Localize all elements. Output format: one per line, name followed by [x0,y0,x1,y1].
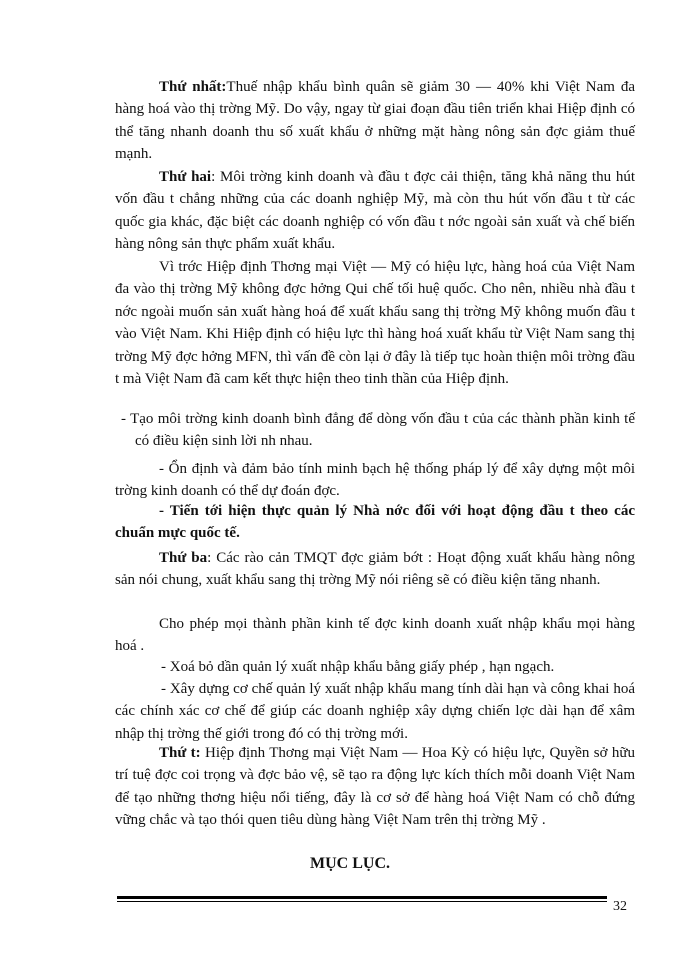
bullet-xoa-bo: - Xoá bỏ dần quản lý xuất nhập khẩu bằng giấy phép , hạn ngạch. [161,659,555,675]
section-heading: MỤC LỤC. [310,855,390,872]
paragraph-text: Thuế nhập khẩu bình quân sẽ giảm 30 — 40% khi Việt Nam đa hàng hoá vào thị trờng Mỹ. Do vậy, ngay từ giai đoạn đầu tiên triển khai Hiệp định có thể tăng nhanh doanh thu số xuất khẩu ở những mặt hàng nông sản đợc giảm thuế mạnh. [115,79,635,163]
bullet-moi-truong: - Tạo môi trờng kinh doanh bình đẳng để dòng vốn đầu t của các thành phần kinh tế có điều kiện sinh lời nh nhau. [121,411,635,450]
paragraph-thu-tu [115,742,635,832]
bullet-on-dinh: - Ổn định và đảm bảo tính minh bạch hệ thống pháp lý để xây dựng một môi trờng kinh doanh có thể dự đoán đợc. [115,461,635,500]
footer-rule-thin [117,901,607,902]
paragraph-cho-phep: Cho phép mọi thành phần kinh tế đợc kinh doanh xuất nhập khẩu mọi hàng hoá . [115,616,635,655]
paragraph-text: Hiệp định Thơng mại Việt Nam — Hoa Kỳ có hiệu lực, Quyền sở hữu trí tuệ đợc coi trọng và đợc bảo vệ, sẽ tạo ra động lực kích thích mỗi doanh Việt Nam để tạo những thơng hiệu nổi tiếng, đây là cơ sở để hàng hoá Việt Nam có chỗ đứng vững chắc và tạo thói quen tiêu dùng hàng Việt Nam trên thị trờng Mỹ . [115,745,635,829]
bullet-tien-toi: - Tiến tới hiện thực quản lý Nhà nớc đối với hoạt động đầu t theo các chuẩn mực quốc tế. [115,503,635,542]
paragraph-lead: Thứ t: [159,745,201,761]
footer-rule-thick [117,896,607,899]
paragraph-mfn: Vì trớc Hiệp định Thơng mại Việt — Mỹ có hiệu lực, hàng hoá của Việt Nam đa vào thị trờng Mỹ không đợc hởng Qui chế tối huệ quốc. Cho nên, nhiều nhà đầu t nớc ngoài muốn sản xuất hàng hoá để xuất khẩu sang thị trờng Mỹ không muốn đầu t vào Việt Nam. Khi Hiệp định có hiệu lực thì hàng hoá xuất khẩu từ Việt Nam sang thị trờng Mỹ đợc hởng MFN, thì vấn đề còn lại ở đây là tiếp tục hoàn thiện môi trờng đầu t mà Việt Nam đã cam kết thực hiện theo tinh thần của Hiệp định. [115,259,635,388]
paragraph-thu-ba [115,547,635,592]
paragraph-thu-nhat [115,76,635,166]
bullet-xay-dung: - Xây dựng cơ chế quản lý xuất nhập khẩu mang tính dài hạn và công khai hoá các chính xác cơ chế để giúp các doanh nghiệp xây dựng chiến lợc dài hạn để xâm nhập thị trờng thế giới trong đó có thị trờng mới. [115,681,635,742]
paragraph-lead: Thứ nhất: [159,79,227,95]
paragraph-thu-hai [115,166,635,256]
paragraph-text: : Các rào cản TMQT đợc giảm bớt : Hoạt động xuất khẩu hàng nông sản nói chung, xuất khẩu sang thị trờng Mỹ nói riêng sẽ có điều kiện tăng nhanh. [115,550,635,589]
paragraph-lead: Thứ ba [159,550,208,566]
paragraph-text: : Môi trờng kinh doanh và đầu t đợc cải thiện, tăng khả năng thu hút vốn đầu t chẳng những của các doanh nghiệp Mỹ, mà còn thu hút vốn đầu t từ các quốc gia khác, đặc biệt các doanh nghiệp có vốn đầu t nớc ngoài sản xuất và chế biến hàng nông sản thực phẩm xuất khẩu. [115,169,635,253]
paragraph-lead: Thứ hai [159,169,212,185]
page-number: 32 [613,899,627,914]
